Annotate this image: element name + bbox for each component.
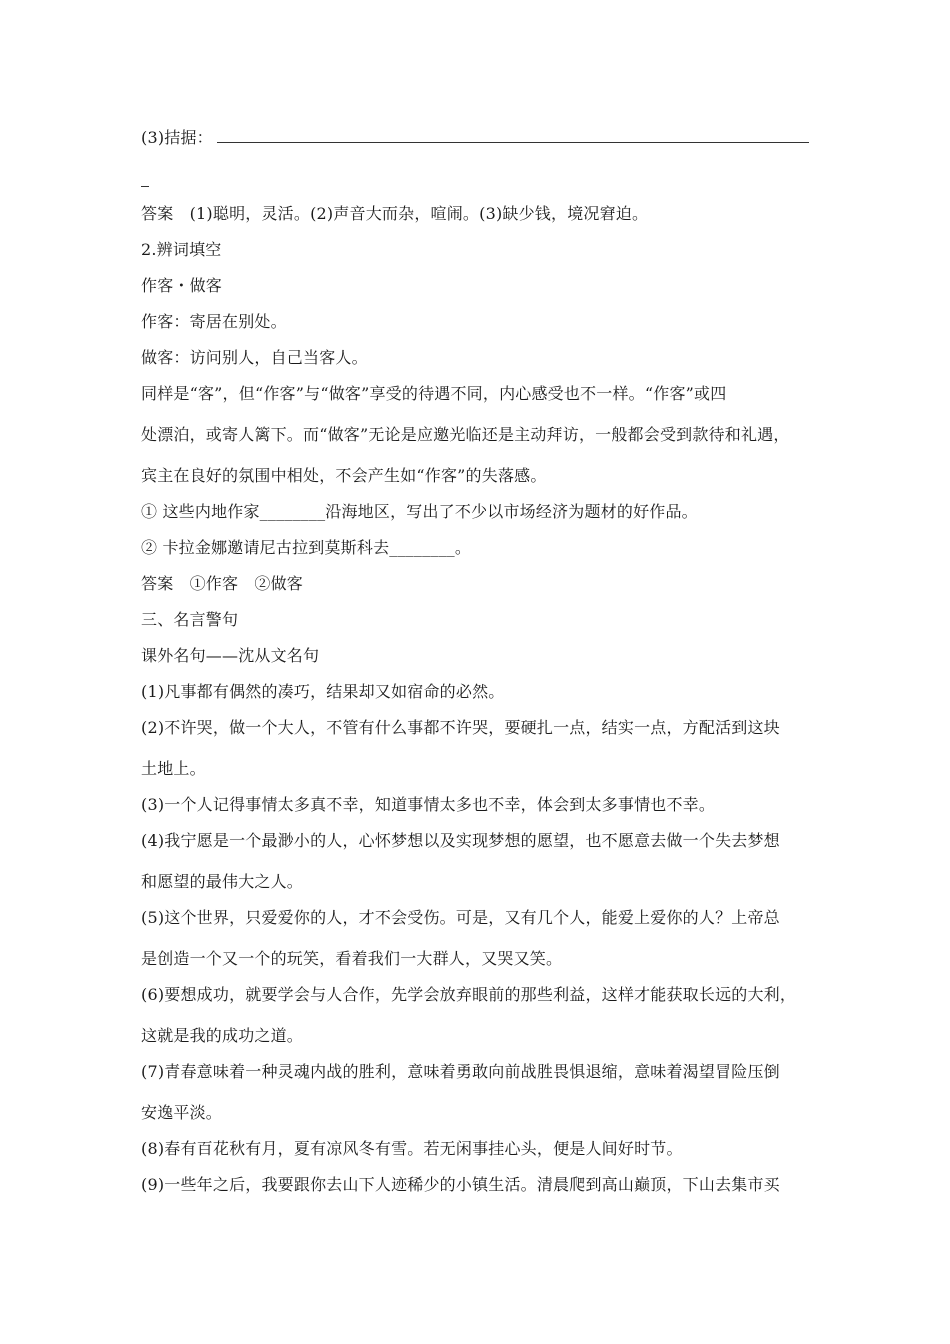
- answer-line: 答案 (1)聪明，灵活。(2)声音大而杂，喧闹。(3)缺少钱，境况窘迫。: [141, 204, 649, 223]
- quote-line: (5)这个世界，只爱爱你的人，才不会受伤。可是，又有几个人，能爱上爱你的人？上帝总: [141, 908, 780, 927]
- quote-line: (3)一个人记得事情太多真不幸，知道事情太多也不幸，体会到太多事情也不幸。: [141, 795, 716, 814]
- subsection-title: 课外名句——沈从文名句: [141, 646, 320, 665]
- quote-line: 这就是我的成功之道。: [141, 1026, 304, 1045]
- definition-line: 做客：访问别人，自己当客人。: [141, 348, 368, 367]
- quote-line: 安逸平淡。: [141, 1103, 223, 1122]
- exercise-line: ① 这些内地作家________沿海地区，写出了不少以市场经济为题材的好作品。: [141, 502, 698, 521]
- body-text-line: 宾主在良好的氛围中相处，不会产生如“作客”的失落感。: [141, 466, 547, 485]
- quote-line: 土地上。: [141, 759, 206, 778]
- body-text-line: 处漂泊，或寄人篱下。而“做客”无论是应邀光临还是主动拜访，一般都会受到款待和礼遇，: [141, 425, 790, 444]
- exercise-line: ② 卡拉金娜邀请尼古拉到莫斯科去________。: [141, 538, 472, 557]
- body-text-line: 同样是“客”，但“作客”与“做客”享受的待遇不同，内心感受也不一样。“作客”或四: [141, 384, 727, 403]
- word-pair-title: 作客・做客: [141, 276, 223, 295]
- quote-line: (8)春有百花秋有月，夏有凉风冬有雪。若无闲事挂心头，便是人间好时节。: [141, 1139, 683, 1158]
- quote-line: (2)不许哭，做一个大人，不管有什么事都不许哭，要硬扎一点，结实一点，方配活到这块: [141, 718, 780, 737]
- quote-line: (9)一些年之后，我要跟你去山下人迹稀少的小镇生活。清晨爬到高山巅顶，下山去集市买: [141, 1175, 780, 1194]
- quote-line: 和愿望的最伟大之人。: [141, 872, 304, 891]
- quote-line: (7)青春意味着一种灵魂内战的胜利，意味着勇敢向前战胜畏惧退缩，意味着渴望冒险压倒: [141, 1062, 780, 1081]
- question-line-3: [141, 128, 809, 148]
- quote-line: (4)我宁愿是一个最渺小的人，心怀梦想以及实现梦想的愿望，也不愿意去做一个失去梦想: [141, 831, 780, 850]
- question-label: (3)拮据：: [141, 128, 213, 147]
- answer-line: 答案 ①作客 ②做客: [141, 574, 304, 593]
- quote-line: (1)凡事都有偶然的凑巧，结果却又如宿命的必然。: [141, 682, 505, 701]
- quote-line: 是创造一个又一个的玩笑，看着我们一大群人，又哭又笑。: [141, 949, 563, 968]
- section-heading: 三、名言警句: [141, 610, 239, 629]
- quote-line: (6)要想成功，就要学会与人合作，先学会放弃眼前的那些利益，这样才能获取长远的大利，: [141, 985, 797, 1004]
- definition-line: 作客：寄居在别处。: [141, 312, 287, 331]
- section-heading: 2.辨词填空: [141, 240, 222, 259]
- answer-blank-line: [217, 130, 809, 143]
- blank-continuation: [141, 172, 149, 192]
